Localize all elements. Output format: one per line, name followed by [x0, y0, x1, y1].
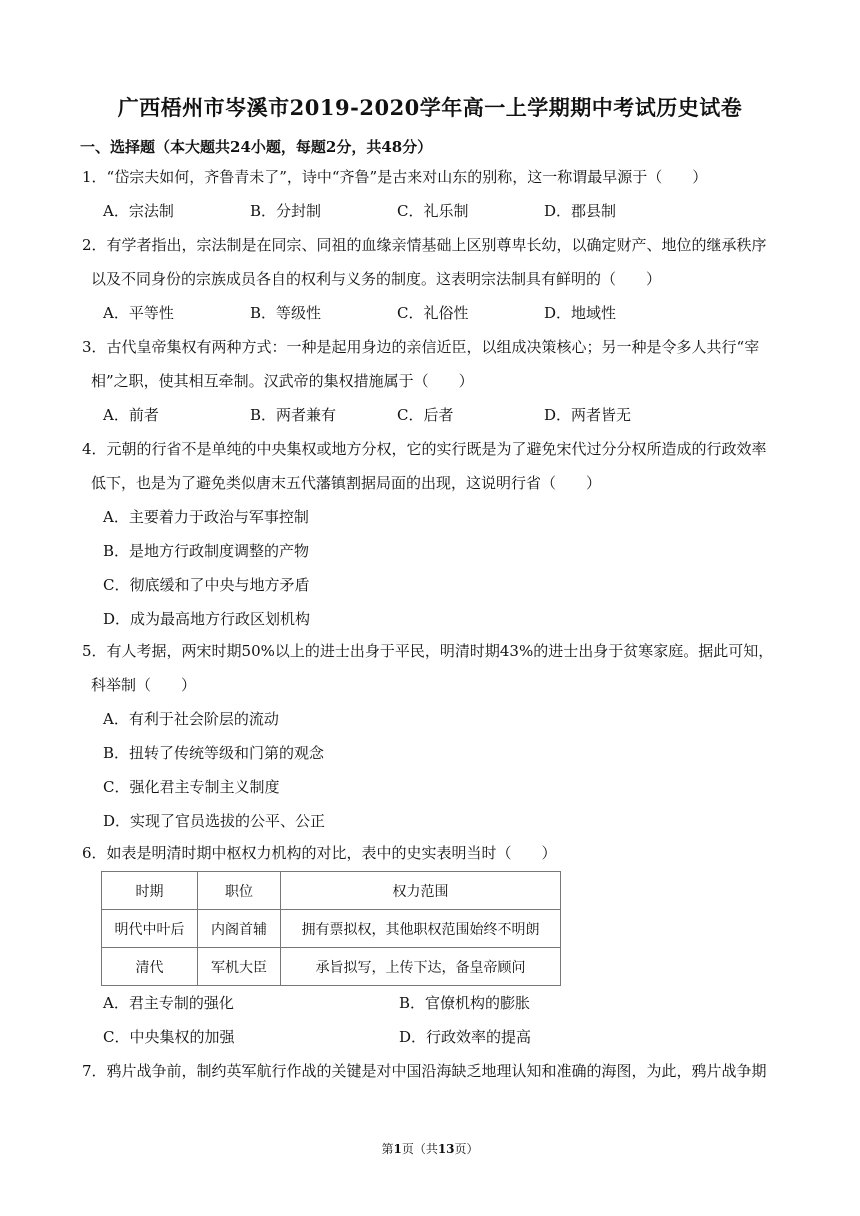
question-1	[82, 160, 782, 194]
option-b[interactable]: B．两者兼有	[250, 406, 337, 424]
option-d[interactable]: D．地域性	[544, 304, 617, 322]
question-text: 6．如表是明清时期中枢权力机构的对比，表中的史实表明当时（ ）	[82, 844, 557, 862]
question-1-options	[103, 194, 783, 228]
section-heading: 一、选择题（本大题共24小题，每题2分，共48分）	[80, 138, 433, 156]
question-text: 2．有学者指出，宗法制是在同宗、同祖的血缘亲情基础上区别尊卑长幼，以确定财产、地位的继承秩序	[82, 236, 767, 254]
table-cell: 承旨拟写，上传下达，备皇帝顾问	[281, 948, 561, 986]
option-d[interactable]: D．郡县制	[544, 202, 617, 220]
question-6-options-row-1	[103, 986, 783, 1020]
question-6	[82, 836, 782, 870]
option-b[interactable]: B．扭转了传统等级和门第的观念	[103, 744, 325, 762]
option-c[interactable]: C．中央集权的加强	[103, 1028, 235, 1046]
question-text-continued: 相”之职，使其相互牵制。汉武帝的集权措施属于（ ）	[91, 372, 474, 390]
question-4	[82, 432, 782, 500]
table-row	[102, 910, 561, 948]
question-6-options-row-2	[103, 1020, 783, 1054]
table-header-cell: 职位	[198, 872, 281, 910]
table-header-cell: 时期	[102, 872, 198, 910]
question-text: 1．“岱宗夫如何，齐鲁青未了”，诗中“齐鲁”是古来对山东的别称，这一称谓最早源于（ ）	[82, 168, 708, 186]
option-b[interactable]: B．官僚机构的膨胀	[399, 994, 531, 1012]
option-a[interactable]: A．君主专制的强化	[103, 994, 234, 1012]
question-text-continued: 以及不同身份的宗族成员各自的权利与义务的制度。这表明宗法制具有鲜明的（ ）	[91, 270, 662, 288]
table-header-row	[102, 872, 561, 910]
table-row	[102, 948, 561, 986]
question-text: 4．元朝的行省不是单纯的中央集权或地方分权，它的实行既是为了避免宋代过分分权所造成的行政效率	[82, 440, 767, 458]
option-c[interactable]: C．礼乐制	[397, 202, 469, 220]
table-cell: 拥有票拟权，其他职权范围始终不明朗	[281, 910, 561, 948]
question-text-continued: 科举制（ ）	[91, 676, 197, 694]
page-title: 广西梧州市岑溪市2019-2020学年高一上学期期中考试历史试卷	[117, 95, 743, 120]
footer-page-number: 1	[393, 1142, 402, 1156]
page-footer	[0, 1140, 860, 1157]
option-c[interactable]: C．彻底缓和了中央与地方矛盾	[103, 576, 310, 594]
table-cell: 内阁首辅	[198, 910, 281, 948]
table-cell: 明代中叶后	[102, 910, 198, 948]
question-text: 5．有人考据，两宋时期50%以上的进士出身于平民，明清时期43%的进士出身于贫寒家庭。据此可知，	[82, 642, 774, 660]
question-2	[82, 228, 782, 296]
footer-total-pages: 13	[437, 1142, 455, 1156]
option-c[interactable]: C．礼俗性	[397, 304, 469, 322]
option-a[interactable]: A．有利于社会阶层的流动	[103, 710, 279, 728]
option-a[interactable]: A．平等性	[103, 304, 174, 322]
table-header-cell: 权力范围	[281, 872, 561, 910]
option-d[interactable]: D．成为最高地方行政区划机构	[103, 610, 311, 628]
table-cell: 清代	[102, 948, 198, 986]
question-text-continued: 低下，也是为了避免类似唐末五代藩镇割据局面的出现，这说明行省（ ）	[91, 474, 602, 492]
option-b[interactable]: B．是地方行政制度调整的产物	[103, 542, 310, 560]
option-d[interactable]: D．行政效率的提高	[399, 1028, 532, 1046]
option-c[interactable]: C．后者	[397, 406, 454, 424]
option-d[interactable]: D．实现了官员选拔的公平、公正	[103, 812, 326, 830]
option-a[interactable]: A．前者	[103, 406, 159, 424]
question-3	[82, 330, 782, 398]
question-text: 7．鸦片战争前，制约英军航行作战的关键是对中国沿海缺乏地理认知和准确的海图，为此，鸦片战争期	[82, 1062, 767, 1080]
question-2-options	[103, 296, 783, 330]
question-text: 3．古代皇帝集权有两种方式：一种是起用身边的亲信近臣，以组成决策核心；另一种是令多人共行“宰	[82, 338, 760, 356]
option-b[interactable]: B．等级性	[250, 304, 322, 322]
table-cell: 军机大臣	[198, 948, 281, 986]
footer-suffix: 页）	[454, 1142, 479, 1156]
option-a[interactable]: A．宗法制	[103, 202, 174, 220]
footer-prefix: 第	[381, 1142, 394, 1156]
option-b[interactable]: B．分封制	[250, 202, 322, 220]
comparison-table	[101, 871, 561, 986]
question-5	[82, 634, 782, 702]
option-a[interactable]: A．主要着力于政治与军事控制	[103, 508, 309, 526]
option-c[interactable]: C．强化君主专制主义制度	[103, 778, 280, 796]
question-7	[82, 1054, 782, 1088]
option-d[interactable]: D．两者皆无	[544, 406, 632, 424]
footer-mid: 页（共	[401, 1142, 438, 1156]
question-3-options	[103, 398, 783, 432]
